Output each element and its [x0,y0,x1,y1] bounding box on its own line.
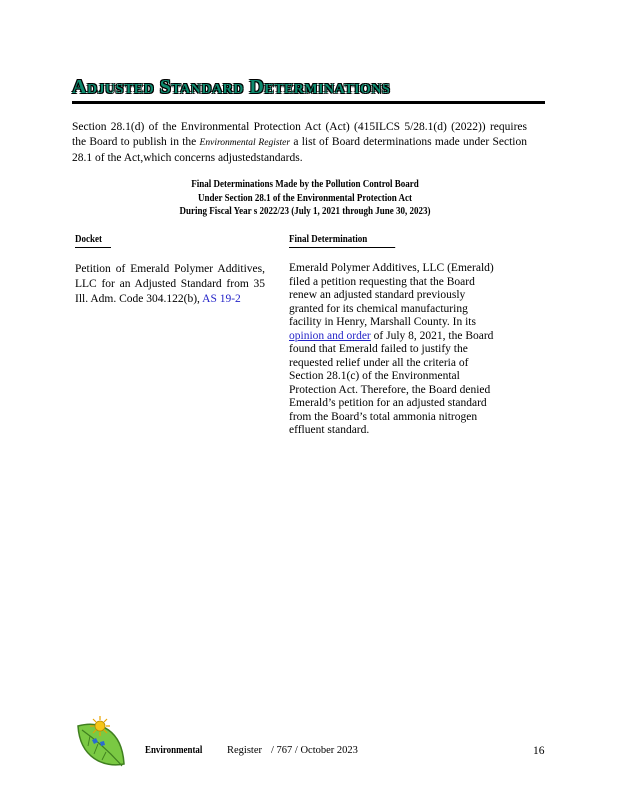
docket-description: Petition of Emerald Polymer Additives, LLC for an Adjusted Standard from 35 Ill. Adm. Code 304.122(b), [75,263,265,305]
final-header-underline [289,247,395,248]
intro-text-1: Section 28.1(d) of the Environmental Protection Act (Act) (415ILCS 5/28.1(d) (2022)) requires the Board to publish in the [72,121,527,148]
table-title-line-1: Final Determinations Made by the Pollution Control Board [191,179,419,190]
page-heading: Adjusted Standard Determinations [72,76,391,98]
intro-paragraph [72,120,527,166]
docket-entry [75,262,265,307]
intro-text-2: a list of Board determinations made under Section 28.1 of the Act,which concerns adjustedstandards. [72,136,527,164]
footer-register: Register [227,745,262,756]
leaf-logo-icon [70,714,130,774]
final-determination-column-header [289,234,367,245]
docket-number-link[interactable]: AS 19-2 [202,293,241,305]
table-title [157,178,454,219]
final-text-1: Emerald Polymer Additives, LLC (Emerald) filed a petition requesting that the Board renew an adjusted standard previously granted for its chemical manufacturing facility in Henry, Marshall County. In its [289,262,494,328]
docket-column-header [75,234,102,245]
footer-issue: / 767 / October 2023 [271,745,358,756]
opinion-and-order-link[interactable]: opinion and order [289,329,371,342]
final-text-2: of July 8, 2021, the Board found that Emerald failed to justify the requested relief under all the criteria of Section 28.1(c) of the Environmental Protection Act. Therefore, the Board denied Emerald’s petition for an adjusted standard from the Board’s total ammonia nitrogen effluent standard. [289,329,494,436]
page-number: 16 [533,745,545,757]
docket-header-underline [75,247,111,248]
docket-header-label: Docket [75,234,102,245]
table-title-line-3: During Fiscal Year s 2022/23 (July 1, 2021 through June 30, 2023) [179,206,431,217]
table-title-line-2: Under Section 28.1 of the Environmental Protection Act [197,192,412,204]
footer-publication: Environmental [145,745,203,756]
intro-register-name: Environmental Register [199,138,291,148]
heading-rule [72,101,545,104]
final-header-label: Final Determination [289,234,368,245]
final-determination-entry [289,262,499,438]
